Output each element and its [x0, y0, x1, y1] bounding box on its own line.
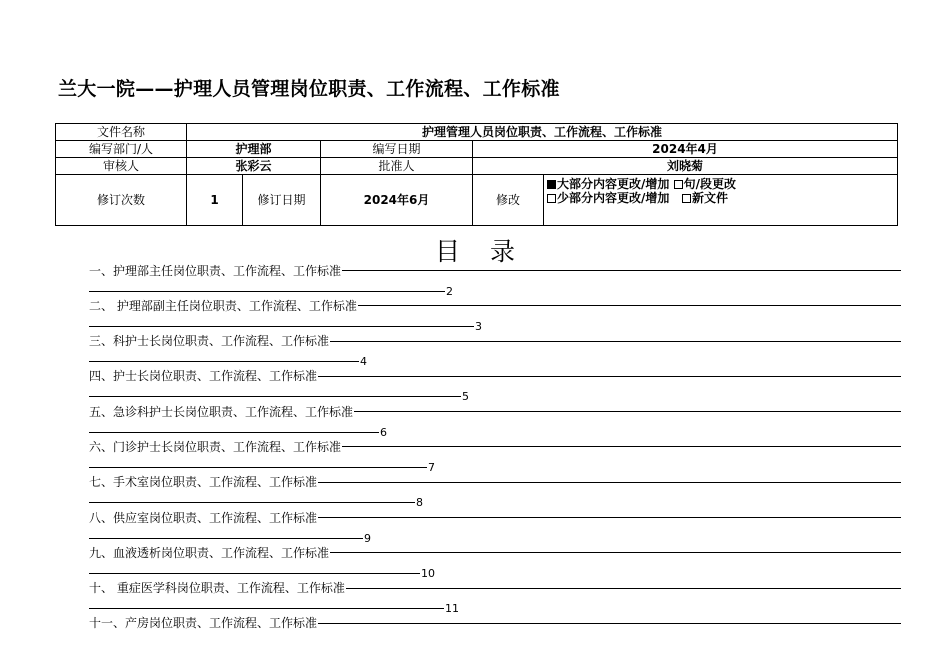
toc-leader-line — [89, 538, 363, 539]
checkbox-icon[interactable] — [682, 194, 691, 203]
toc-entry-title: 八、供应室岗位职责、工作流程、工作标准 — [89, 510, 318, 525]
toc-entry[interactable] — [89, 333, 901, 368]
toc-entry[interactable] — [89, 262, 901, 297]
toc-entry[interactable] — [89, 580, 901, 615]
toc-entry-title: 九、血液透析岗位职责、工作流程、工作标准 — [89, 545, 330, 560]
toc-entry-title: 六、门诊护士长岗位职责、工作流程、工作标准 — [89, 439, 342, 454]
approver-label: 批准人 — [321, 158, 473, 175]
toc-entry[interactable] — [89, 509, 901, 544]
toc-page-number: 6 — [380, 425, 387, 439]
toc-page-number: 3 — [475, 319, 482, 333]
toc-leader-line — [318, 376, 901, 377]
toc-entry[interactable] — [89, 297, 901, 332]
file-name-label: 文件名称 — [56, 124, 187, 141]
toc-leader-line — [318, 517, 901, 518]
checkbox-icon[interactable] — [674, 180, 683, 189]
toc-entry-title: 四、护士长岗位职责、工作流程、工作标准 — [89, 369, 318, 384]
toc-leader-line — [342, 446, 901, 447]
toc-leader-line — [89, 396, 461, 397]
toc-leader-line — [89, 608, 444, 609]
toc-leader-line — [358, 305, 901, 306]
toc-entry[interactable] — [89, 615, 901, 650]
toc-leader-line — [89, 361, 359, 362]
toc-leader-line — [318, 482, 901, 483]
revision-date-value: 2024年6月 — [321, 175, 473, 226]
toc-entry[interactable] — [89, 438, 901, 473]
option-minor-change: 少部分内容更改/增加 — [557, 191, 670, 205]
document-title: 兰大一院——护理人员管理岗位职责、工作流程、工作标准 — [58, 78, 560, 100]
toc-entry[interactable] — [89, 544, 901, 579]
dept-label: 编写部门/人 — [56, 141, 187, 158]
toc-entry[interactable] — [89, 403, 901, 438]
date-value: 2024年4月 — [473, 141, 898, 158]
toc-leader-line — [346, 588, 901, 589]
option-major-change: 大部分内容更改/增加 — [557, 177, 670, 191]
toc-leader-line — [330, 341, 901, 342]
toc-entry-title: 一、护理部主任岗位职责、工作流程、工作标准 — [89, 263, 342, 278]
toc-page-number: 10 — [421, 566, 435, 580]
toc-entry-title: 三、科护士长岗位职责、工作流程、工作标准 — [89, 334, 330, 349]
checkbox-icon[interactable] — [547, 194, 556, 203]
table-of-contents — [89, 262, 901, 650]
toc-page-number: 5 — [462, 390, 469, 404]
toc-page-number: 2 — [446, 284, 453, 298]
toc-leader-line — [89, 573, 420, 574]
toc-leader-line — [89, 467, 427, 468]
toc-entry[interactable] — [89, 368, 901, 403]
toc-entry-title: 二、 护理部副主任岗位职责、工作流程、工作标准 — [89, 298, 357, 313]
reviewer-value: 张彩云 — [187, 158, 321, 175]
option-new-file: 新文件 — [691, 191, 728, 205]
approver-value: 刘晓菊 — [473, 158, 898, 175]
revision-type-options — [544, 175, 898, 226]
toc-leader-line — [89, 326, 474, 327]
toc-leader-line — [89, 291, 445, 292]
toc-leader-line — [89, 432, 379, 433]
toc-page-number: 7 — [428, 460, 435, 474]
file-name-value: 护理管理人员岗位职责、工作流程、工作标准 — [187, 124, 898, 141]
toc-heading: 目录 — [434, 237, 545, 266]
toc-leader-line — [330, 552, 901, 553]
toc-entry-title: 五、急诊科护士长岗位职责、工作流程、工作标准 — [89, 404, 354, 419]
revision-options-line-2 — [547, 191, 894, 205]
meta-row-dept — [56, 141, 898, 158]
toc-page-number: 8 — [416, 496, 423, 510]
date-label: 编写日期 — [321, 141, 473, 158]
meta-row-revision — [56, 175, 898, 226]
document-meta-table — [55, 123, 898, 226]
toc-leader-line — [89, 502, 415, 503]
toc-leader-line — [354, 411, 901, 412]
revision-options-line-1 — [547, 177, 894, 191]
toc-entry[interactable] — [89, 474, 901, 509]
checkbox-checked-icon[interactable] — [547, 180, 556, 189]
toc-entry-title: 十、 重症医学科岗位职责、工作流程、工作标准 — [89, 581, 345, 596]
revision-date-label: 修订日期 — [243, 175, 321, 226]
modify-label: 修改 — [473, 175, 544, 226]
toc-page-number: 4 — [360, 355, 367, 369]
toc-leader-line — [342, 270, 901, 271]
meta-row-review — [56, 158, 898, 175]
toc-leader-line — [318, 623, 901, 624]
revision-count-label: 修订次数 — [56, 175, 187, 226]
toc-entry-title: 七、手术室岗位职责、工作流程、工作标准 — [89, 475, 318, 490]
reviewer-label: 审核人 — [56, 158, 187, 175]
meta-row-file-name — [56, 124, 898, 141]
toc-page-number: 9 — [364, 531, 371, 545]
revision-count-value: 1 — [187, 175, 243, 226]
toc-page-number: 11 — [445, 602, 459, 616]
toc-entry-title: 十一、产房岗位职责、工作流程、工作标准 — [89, 616, 318, 631]
dept-value: 护理部 — [187, 141, 321, 158]
option-sentence-change: 句/段更改 — [683, 177, 736, 191]
